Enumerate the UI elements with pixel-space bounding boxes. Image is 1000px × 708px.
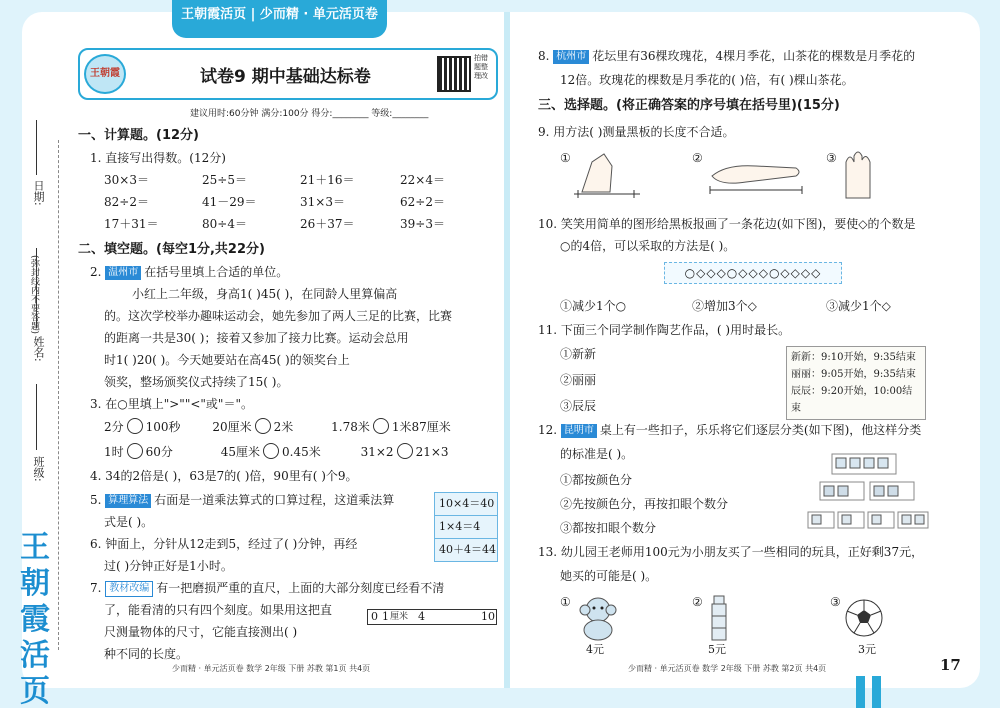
right-footer: 少而精 · 单元活页卷 数学 2年级 下册 苏教 第2页 共4页 (628, 664, 827, 673)
q13-option-2: ② (692, 595, 703, 609)
question-4: 4. 34的2倍是( )，63是7的( )倍，90里有( )个9。 (90, 469, 358, 483)
compare-circle[interactable] (255, 418, 271, 434)
question-9: 9. 用方法( )测量黑板的长度不合适。 (538, 125, 735, 139)
q2-line-4: 时1( )20( )。今天她要站在高45( )的领奖台上 (104, 353, 350, 367)
q10-option-3: ③减少1个◇ (826, 299, 891, 313)
button-classification-diagram (806, 450, 932, 532)
question-3: 3. 在○里填上">""<"或"＝"。 (90, 397, 253, 411)
question-12: 12. 昆明市 桌上有一些扣子，乐乐将它们逐层分类(如下图)，他这样分类 (538, 423, 922, 437)
q13-price-3: 3元 (858, 643, 876, 656)
date-label: 日期: (32, 180, 45, 206)
q10-option-1: ①减少1个○ (560, 299, 627, 313)
compare-circle[interactable] (263, 443, 279, 459)
method-tag: 算理算法 (105, 494, 151, 508)
q13-option-1: ① (560, 595, 571, 609)
page-title: 试卷9 期中基础达标卷 (200, 67, 371, 87)
exam-meta: 建议用时:60分钟 满分:100分 得分:________ 等级:________ (190, 109, 429, 119)
q11-option-3: ③辰辰 (560, 399, 597, 413)
calc-r1c0: 82÷2＝ (104, 195, 149, 209)
q7-line-3: 尺测量物体的尺寸，它能直接测出( ) (104, 625, 298, 639)
compare-circle[interactable] (127, 418, 143, 434)
calc-r2c2: 26＋37＝ (300, 217, 355, 231)
q11-option-2: ②丽丽 (560, 373, 597, 387)
monkey-toy-icon (574, 594, 622, 642)
question-5: 5. 算理算法 右面是一道乘法算式的口算过程，这道乘法算 (90, 493, 395, 507)
compare-circle[interactable] (127, 443, 143, 459)
name-label: 姓名: (32, 336, 45, 362)
brand-header: 王朝霞活页 | 少而精 · 单元活页卷 (172, 0, 387, 38)
question-8: 8. 杭州市 花坛里有36棵玫瑰花，4棵月季花，山茶花的棵数是月季花的 (538, 49, 916, 63)
question-6-line-2: 过( )分钟正好是1小时。 (104, 559, 233, 573)
decor-bar (872, 676, 881, 708)
compare-row-1: 2分 100秒 20厘米 2米 1.78米 1米87厘米 (104, 420, 451, 434)
region-tag: 昆明市 (561, 424, 597, 438)
question-7: 7. 教材改编 有一把磨损严重的直尺，上面的大部分刻度已经看不清 (90, 581, 445, 595)
class-line (36, 384, 37, 450)
q2-line-5: 领奖，整场颁奖仪式持续了15( )。 (104, 375, 289, 389)
section-2-heading: 二、填空题。(每空1分,共22分) (78, 242, 265, 257)
q2-line-1: 小红上二年级，身高1( )45( )，在同龄人里算偏高 (132, 287, 398, 301)
calc-r2c3: 39÷3＝ (400, 217, 445, 231)
brand-vertical: 王朝霞活页 (20, 530, 50, 708)
calc-r0c2: 21＋16＝ (300, 173, 355, 187)
calc-r1c2: 31×3＝ (300, 195, 345, 209)
question-8-line-2: 12倍。玫瑰花的棵数是月季花的( )倍，有( )棵山茶花。 (560, 73, 854, 87)
q12-option-1: ①都按颜色分 (560, 473, 633, 487)
q2-line-3: 的距离一共是30( )；接着又参加了接力比赛。运动会总用 (104, 331, 409, 345)
calc-r0c0: 30×3＝ (104, 173, 149, 187)
q9-option-2: ② (692, 151, 703, 165)
time-table: 新新：9:10开始，9:35结束 丽丽：9:05开始，9:35结束 辰辰：9:20开始，10:00结束 (786, 346, 926, 420)
q13-price-1: 4元 (586, 643, 604, 656)
worn-ruler: 0 1 厘米 4 10 (367, 609, 497, 625)
qr-caption: 拍错题整理改 (474, 54, 488, 80)
q7-line-2: 了，能看清的只有四个刻度。如果用这把直 (104, 603, 333, 617)
question-6: 6. 钟面上，分针从12走到5，经过了( )分钟，再经 (90, 537, 358, 551)
question-11: 11. 下面三个同学制作陶艺作品，( )用时最长。 (538, 323, 791, 337)
left-footer: 少而精 · 单元活页卷 数学 2年级 下册 苏教 第1页 共4页 (172, 664, 371, 673)
decor-bar (856, 676, 865, 708)
question-10: 10. 笑笑用简单的图形给黑板报画了一条花边(如下图)，要使◇的个数是 (538, 217, 916, 231)
question-10-line-2: ○的4倍，可以采取的方法是( )。 (560, 239, 736, 253)
date-line (36, 120, 37, 175)
calc-r0c3: 22×4＝ (400, 173, 445, 187)
q2-line-2: 的。这次学校举办趣味运动会，她先参加了两人三足的比赛，比赛 (104, 309, 453, 323)
fingers-icon (838, 146, 878, 202)
q13-option-3: ③ (830, 595, 841, 609)
calc-r1c1: 41－29＝ (202, 195, 257, 209)
q12-option-2: ②先按颜色分，再按扣眼个数分 (560, 497, 729, 511)
calc-r2c0: 17＋31＝ (104, 217, 159, 231)
q12-option-3: ③都按扣眼个数分 (560, 521, 657, 535)
title-box (78, 48, 498, 100)
textbook-tag: 教材改编 (105, 581, 153, 597)
q10-option-2: ②增加3个◇ (692, 299, 757, 313)
q9-option-1: ① (560, 151, 571, 165)
compare-circle[interactable] (373, 418, 389, 434)
q11-option-1: ①新新 (560, 347, 597, 361)
question-13-line-2: 她买的可能是( )。 (560, 569, 658, 583)
class-label: 班级: (32, 456, 45, 482)
page-number: 17 (940, 656, 961, 674)
soccer-ball-icon (844, 598, 884, 638)
question-12-line-2: 的标准是( )。 (560, 447, 634, 461)
calc-r0c1: 25÷5＝ (202, 173, 247, 187)
name-line (36, 248, 37, 328)
compare-row-2: 1时 60分 45厘米 0.45米 31×2 21×3 (104, 445, 449, 459)
seal-dashed-line (58, 140, 59, 650)
oral-calc-box: 10×4＝40 1×4＝4 40＋4＝44 (434, 492, 498, 562)
calc-r2c1: 80÷4＝ (202, 217, 247, 231)
region-tag: 温州市 (105, 266, 141, 280)
q13-price-2: 5元 (708, 643, 726, 656)
question-2: 2. 温州市 在括号里填上合适的单位。 (90, 265, 289, 279)
question-13: 13. 幼儿园王老师用100元为小朋友买了一些相同的玩具，正好剩37元， (538, 545, 924, 559)
compare-circle[interactable] (397, 443, 413, 459)
region-tag: 杭州市 (553, 50, 589, 64)
hand-span-icon (572, 148, 642, 200)
q7-line-4: 种不同的长度。 (104, 647, 189, 661)
border-pattern: ○◇◇◇○◇◇◇○◇◇◇◇ (664, 262, 842, 284)
seal-notice: (弥封线内不要答题) (29, 255, 39, 335)
question-1: 1. 直接写出得数。(12分) (90, 151, 226, 165)
question-5-line-2: 式是( )。 (104, 515, 154, 529)
tower-toy-icon (706, 594, 732, 644)
q9-option-3: ③ (826, 151, 837, 165)
qr-code-icon (437, 56, 471, 92)
calc-r1c3: 62÷2＝ (400, 195, 445, 209)
section-3-heading: 三、选择题。(将正确答案的序号填在括号里)(15分) (538, 98, 840, 113)
section-1-heading: 一、计算题。(12分) (78, 128, 199, 143)
brand-logo: 王朝霞 (84, 54, 126, 94)
flat-hand-icon (706, 152, 806, 196)
